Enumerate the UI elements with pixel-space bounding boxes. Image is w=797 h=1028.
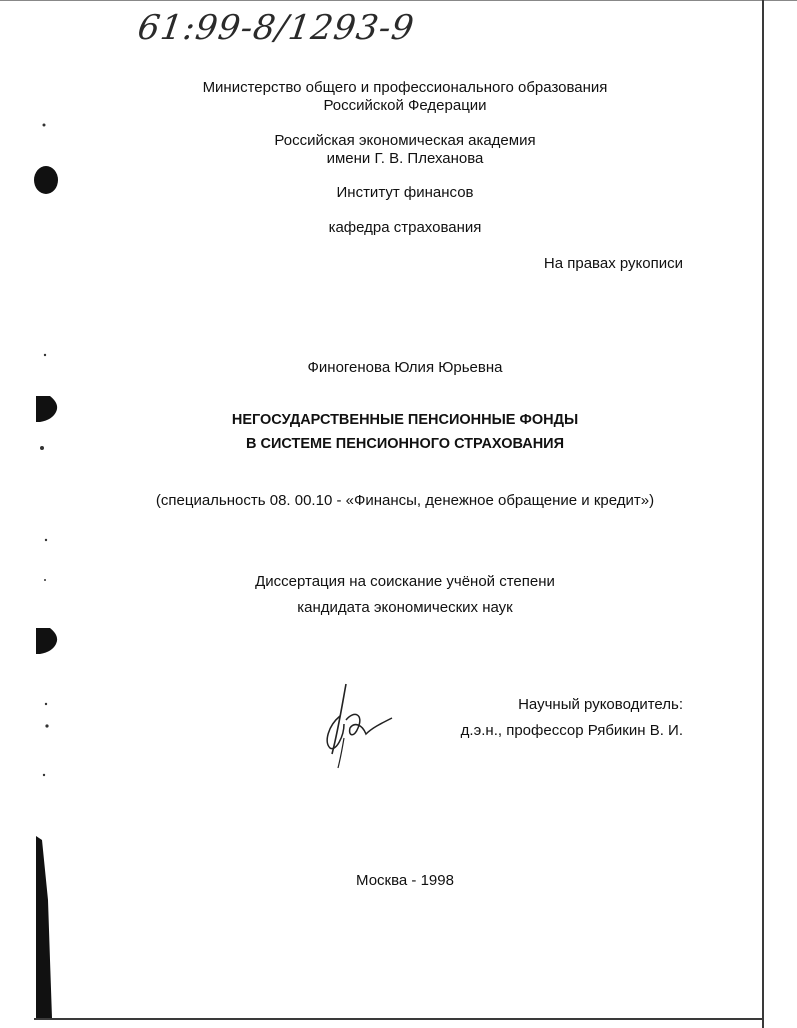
scan-top-edge [0, 0, 797, 1]
title-line-1: НЕГОСУДАРСТВЕННЫЕ ПЕНСИОННЫЕ ФОНДЫ [231, 412, 579, 428]
author-name: Финогенова Юлия Юрьевна [307, 359, 503, 376]
ministry-line-1: Министерство общего и профессионального образования [202, 79, 608, 96]
department-name: кафедра страхования [328, 219, 482, 236]
city-year: Москва - 1998 [356, 872, 454, 889]
supervisor-signature [318, 676, 398, 776]
archive-number-handwritten: 61:99-8/1293-9 [135, 8, 418, 48]
manuscript-rights: На правах рукописи [543, 255, 683, 272]
degree-line-1: Диссертация на соискание учёной степени [255, 573, 555, 590]
supervisor-label: Научный руководитель: [518, 696, 683, 713]
supervisor-name: д.э.н., профессор Рябикин В. И. [460, 722, 683, 739]
title-line-2: В СИСТЕМЕ ПЕНСИОННОГО СТРАХОВАНИЯ [245, 436, 565, 452]
academy-line-2: имени Г. В. Плеханова [326, 150, 484, 167]
degree-line-2: кандидата экономических наук [297, 599, 513, 616]
ministry-line-2: Российской Федерации [323, 97, 487, 114]
institute-name: Институт финансов [336, 184, 474, 201]
scan-bottom-edge [34, 1018, 764, 1020]
academy-line-1: Российская экономическая академия [274, 132, 536, 149]
specialty-line: (специальность 08. 00.10 - «Финансы, денежное обращение и кредит») [155, 492, 655, 509]
